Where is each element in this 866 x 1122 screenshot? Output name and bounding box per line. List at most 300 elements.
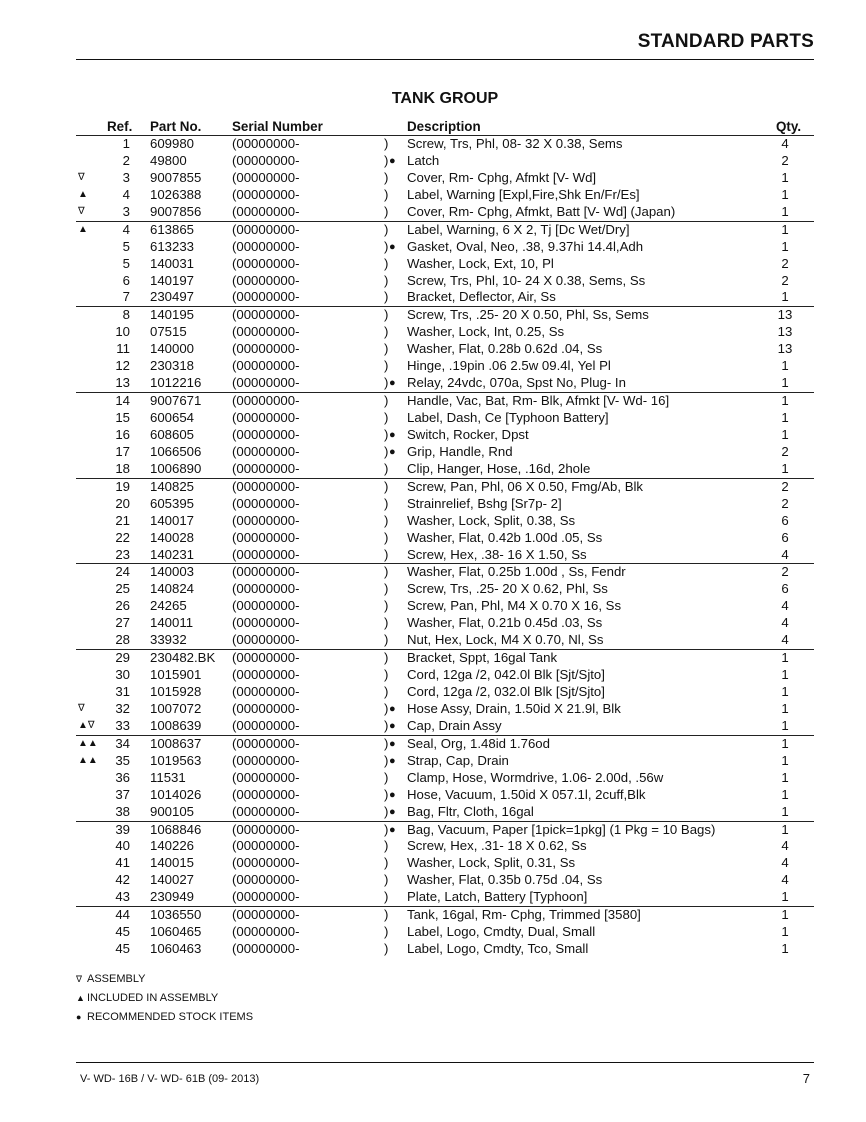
part-number: 230482.BK — [150, 650, 216, 666]
table-row — [76, 392, 814, 410]
stock-item-icon: ● — [389, 702, 396, 715]
column-header-description: Description — [407, 119, 481, 134]
ref-number: 42 — [115, 872, 130, 888]
serial-close-paren: ) — [384, 460, 389, 476]
quantity: 2 — [781, 152, 789, 168]
table-header-row — [76, 118, 814, 136]
part-number: 609980 — [150, 136, 195, 151]
quantity: 6 — [781, 529, 789, 545]
ref-number: 5 — [122, 255, 130, 271]
parts-table — [76, 118, 814, 958]
part-number: 140015 — [150, 855, 195, 871]
ref-number: 29 — [115, 650, 130, 666]
description: Screw, Hex, .38- 16 X 1.50, Ss — [407, 546, 587, 562]
quantity: 1 — [781, 924, 789, 940]
part-number: 1008637 — [150, 735, 202, 751]
serial-number: (00000000- — [232, 495, 300, 511]
stock-item-icon: ● — [389, 428, 396, 441]
serial-close-paren: ) — [384, 289, 389, 305]
ref-number: 13 — [115, 375, 130, 391]
description: Bracket, Deflector, Air, Ss — [407, 289, 556, 305]
footer-model: V- WD- 16B / V- WD- 61B (09- 2013) — [80, 1073, 260, 1085]
serial-close-paren: ) — [384, 393, 389, 409]
table-row — [76, 598, 814, 615]
serial-number: (00000000- — [232, 941, 300, 957]
description: Screw, Trs, Phl, 08- 32 X 0.38, Sems — [407, 136, 623, 151]
serial-number: (00000000- — [232, 324, 300, 340]
description: Grip, Handle, Rnd — [407, 443, 513, 459]
description: Hose Assy, Drain, 1.50id X 21.9l, Blk — [407, 700, 621, 716]
quantity: 4 — [781, 855, 789, 871]
quantity: 1 — [781, 803, 789, 819]
table-row — [76, 273, 814, 290]
table-row — [76, 770, 814, 787]
description: Latch — [407, 152, 440, 168]
serial-number: (00000000- — [232, 735, 300, 751]
table-row — [76, 427, 814, 444]
serial-close-paren: ) — [384, 341, 389, 357]
serial-close-paren: ) — [384, 495, 389, 511]
table-row — [76, 204, 814, 221]
description: Switch, Rocker, Dpst — [407, 426, 529, 442]
serial-close-paren: ) — [384, 410, 389, 425]
serial-close-paren: ) — [384, 838, 389, 854]
table-row — [76, 461, 814, 478]
ref-number: 26 — [115, 598, 130, 614]
stock-item-icon: ● — [389, 445, 396, 458]
serial-close-paren: ) — [384, 684, 389, 699]
serial-number: (00000000- — [232, 358, 300, 374]
page-header-title: STANDARD PARTS — [637, 31, 814, 52]
quantity: 4 — [781, 838, 789, 854]
description: Screw, Hex, .31- 18 X 0.62, Ss — [407, 838, 587, 854]
assembly-symbol-icon: ∇ — [76, 974, 83, 984]
serial-close-paren: ) — [384, 478, 389, 494]
part-number: 1068846 — [150, 821, 202, 837]
serial-number: (00000000- — [232, 221, 300, 237]
serial-number: (00000000- — [232, 821, 300, 837]
part-number: 1019563 — [150, 752, 202, 768]
part-number: 140011 — [150, 615, 194, 631]
legend-item-assembly — [76, 970, 253, 989]
description: Hinge, .19pin .06 2.5w 09.4l, Yel Pl — [407, 358, 611, 374]
row-marker-icon: ▲▲ — [78, 754, 98, 766]
quantity: 2 — [781, 478, 789, 494]
part-number: 1015901 — [150, 667, 202, 683]
serial-number: (00000000- — [232, 272, 300, 288]
serial-close-paren: ) — [384, 855, 389, 871]
table-row — [76, 513, 814, 530]
serial-close-paren: ) — [384, 615, 389, 631]
ref-number: 1 — [122, 136, 130, 151]
serial-number: (00000000- — [232, 803, 300, 819]
serial-close-paren: ) — [384, 324, 389, 340]
quantity: 13 — [777, 324, 793, 340]
legend-item-recommended — [76, 1008, 253, 1027]
quantity: 1 — [781, 907, 789, 923]
part-number: 1012216 — [150, 375, 202, 391]
part-number: 140824 — [150, 581, 195, 597]
quantity: 1 — [781, 700, 789, 716]
table-row — [76, 838, 814, 855]
quantity: 13 — [777, 307, 793, 323]
ref-number: 14 — [115, 393, 130, 409]
ref-number: 23 — [115, 546, 130, 562]
quantity: 1 — [781, 289, 789, 305]
part-number: 900105 — [150, 803, 195, 819]
quantity: 1 — [781, 717, 789, 733]
quantity: 1 — [781, 358, 789, 374]
ref-number: 8 — [122, 307, 130, 323]
ref-number: 18 — [115, 460, 130, 476]
serial-close-paren: ) — [384, 186, 389, 202]
part-number: 608605 — [150, 426, 195, 442]
serial-number: (00000000- — [232, 855, 300, 871]
legend-text: RECOMMENDED STOCK ITEMS — [87, 1011, 254, 1023]
row-marker-icon: ▲ — [78, 223, 88, 235]
serial-number: (00000000- — [232, 684, 300, 699]
serial-number: (00000000- — [232, 907, 300, 923]
serial-close-paren: ) — [384, 700, 389, 716]
serial-close-paren: ) — [384, 889, 389, 905]
quantity: 4 — [781, 632, 789, 648]
quantity: 1 — [781, 460, 789, 476]
serial-number: (00000000- — [232, 924, 300, 940]
description: Strainrelief, Bshg [Sr7p- 2] — [407, 495, 562, 511]
description: Cover, Rm- Cphg, Afmkt [V- Wd] — [407, 169, 597, 185]
stock-item-icon: ● — [389, 805, 396, 818]
table-row — [76, 821, 814, 839]
part-number: 140017 — [150, 512, 195, 528]
table-row — [76, 718, 814, 735]
ref-number: 16 — [115, 426, 130, 442]
serial-number: (00000000- — [232, 410, 300, 425]
part-number: 07515 — [150, 324, 187, 340]
serial-number: (00000000- — [232, 581, 300, 597]
serial-close-paren: ) — [384, 872, 389, 888]
serial-close-paren: ) — [384, 786, 389, 802]
row-marker-icon: ∇ — [78, 702, 85, 714]
page-number: 7 — [802, 1071, 810, 1086]
quantity: 1 — [781, 889, 789, 905]
quantity: 13 — [777, 341, 793, 357]
part-number: 605395 — [150, 495, 195, 511]
part-number: 613865 — [150, 221, 195, 237]
serial-number: (00000000- — [232, 136, 300, 151]
description: Screw, Trs, Phl, 10- 24 X 0.38, Sems, Ss — [407, 272, 646, 288]
serial-close-paren: ) — [384, 238, 389, 254]
table-row — [76, 753, 814, 770]
ref-number: 30 — [115, 667, 130, 683]
quantity: 2 — [781, 255, 789, 271]
quantity: 1 — [781, 203, 789, 219]
description: Washer, Flat, 0.28b 0.62d .04, Ss — [407, 341, 603, 357]
part-number: 140231 — [150, 546, 195, 562]
serial-close-paren: ) — [384, 307, 389, 323]
quantity: 2 — [781, 272, 789, 288]
description: Washer, Lock, Split, 0.31, Ss — [407, 855, 576, 871]
ref-number: 21 — [115, 512, 130, 528]
stock-item-icon: ● — [389, 240, 396, 253]
description: Cap, Drain Assy — [407, 717, 502, 733]
part-number: 140195 — [150, 307, 195, 323]
part-number: 140003 — [150, 564, 195, 580]
legend-item-included — [76, 989, 253, 1008]
table-row — [76, 547, 814, 564]
ref-number: 12 — [115, 358, 130, 374]
quantity: 4 — [781, 598, 789, 614]
serial-close-paren: ) — [384, 375, 389, 391]
part-number: 1008639 — [150, 717, 202, 733]
part-number: 1066506 — [150, 443, 202, 459]
quantity: 1 — [781, 393, 789, 409]
description: Bag, Fltr, Cloth, 16gal — [407, 803, 534, 819]
ref-number: 5 — [122, 238, 130, 254]
ref-number: 20 — [115, 495, 130, 511]
row-marker-icon: ▲∇ — [78, 719, 95, 731]
ref-number: 2 — [122, 152, 130, 168]
description: Nut, Hex, Lock, M4 X 0.70, Nl, Ss — [407, 632, 604, 648]
table-row — [76, 239, 814, 256]
part-number: 613233 — [150, 238, 195, 254]
description: Washer, Flat, 0.42b 1.00d .05, Ss — [407, 529, 603, 545]
row-marker-icon: ∇ — [78, 171, 85, 183]
serial-number: (00000000- — [232, 186, 300, 202]
description: Label, Logo, Cmdty, Tco, Small — [407, 941, 589, 957]
serial-close-paren: ) — [384, 169, 389, 185]
ref-number: 32 — [115, 700, 130, 716]
description: Washer, Lock, Split, 0.38, Ss — [407, 512, 576, 528]
quantity: 1 — [781, 684, 789, 699]
description: Washer, Lock, Ext, 10, Pl — [407, 255, 554, 271]
ref-number: 10 — [115, 324, 130, 340]
description: Label, Dash, Ce [Typhoon Battery] — [407, 410, 609, 425]
header-divider — [76, 59, 814, 60]
row-marker-icon: ∇ — [78, 205, 85, 217]
serial-close-paren: ) — [384, 907, 389, 923]
quantity: 6 — [781, 512, 789, 528]
description: Gasket, Oval, Neo, .38, 9.37hi 14.4l,Adh — [407, 238, 644, 254]
serial-number: (00000000- — [232, 152, 300, 168]
quantity: 4 — [781, 872, 789, 888]
ref-number: 44 — [115, 907, 130, 923]
description: Bag, Vacuum, Paper [1pick=1pkg] (1 Pkg = 10 Bags) — [407, 821, 716, 837]
column-header-part-no: Part No. — [150, 119, 202, 134]
serial-close-paren: ) — [384, 443, 389, 459]
part-number: 1006890 — [150, 460, 202, 476]
serial-close-paren: ) — [384, 136, 389, 151]
serial-number: (00000000- — [232, 289, 300, 305]
quantity: 2 — [781, 443, 789, 459]
description: Plate, Latch, Battery [Typhoon] — [407, 889, 588, 905]
table-row — [76, 855, 814, 872]
serial-number: (00000000- — [232, 443, 300, 459]
description: Tank, 16gal, Rm- Cphg, Trimmed [3580] — [407, 907, 641, 923]
stock-item-icon: ● — [389, 788, 396, 801]
table-row — [76, 632, 814, 649]
part-number: 140028 — [150, 529, 195, 545]
serial-number: (00000000- — [232, 838, 300, 854]
description: Screw, Pan, Phl, M4 X 0.70 X 16, Ss — [407, 598, 622, 614]
ref-number: 3 — [122, 169, 130, 185]
table-row — [76, 256, 814, 273]
serial-number: (00000000- — [232, 717, 300, 733]
ref-number: 11 — [116, 341, 130, 357]
quantity: 1 — [781, 786, 789, 802]
quantity: 1 — [781, 426, 789, 442]
part-number: 230497 — [150, 289, 195, 305]
description: Label, Warning [Expl,Fire,Shk En/Fr/Es] — [407, 186, 640, 202]
ref-number: 19 — [115, 478, 130, 494]
serial-number: (00000000- — [232, 203, 300, 219]
stock-item-icon: ● — [389, 154, 396, 167]
table-row — [76, 735, 814, 753]
serial-number: (00000000- — [232, 872, 300, 888]
column-header-qty: Qty. — [776, 119, 802, 134]
description: Handle, Vac, Bat, Rm- Blk, Afmkt [V- Wd- 16] — [407, 393, 670, 409]
ref-number: 4 — [122, 186, 130, 202]
description: Washer, Flat, 0.21b 0.45d .03, Ss — [407, 615, 603, 631]
ref-number: 33 — [115, 717, 130, 733]
serial-number: (00000000- — [232, 478, 300, 494]
ref-number: 25 — [115, 581, 130, 597]
stock-item-icon: ● — [389, 754, 396, 767]
ref-number: 36 — [115, 769, 130, 785]
table-row — [76, 615, 814, 632]
part-number: 1060463 — [150, 941, 202, 957]
table-row — [76, 306, 814, 324]
description: Screw, Pan, Phl, 06 X 0.50, Fmg/Ab, Blk — [407, 478, 644, 494]
part-number: 1007072 — [150, 700, 202, 716]
part-number: 1060465 — [150, 924, 202, 940]
part-number: 9007855 — [150, 169, 202, 185]
serial-close-paren: ) — [384, 769, 389, 785]
serial-number: (00000000- — [232, 546, 300, 562]
table-row — [76, 941, 814, 958]
serial-close-paren: ) — [384, 735, 389, 751]
quantity: 1 — [781, 735, 789, 751]
ref-number: 3 — [122, 203, 130, 219]
serial-close-paren: ) — [384, 598, 389, 614]
part-number: 1036550 — [150, 907, 202, 923]
serial-close-paren: ) — [384, 426, 389, 442]
table-row — [76, 563, 814, 581]
serial-close-paren: ) — [384, 650, 389, 666]
ref-number: 7 — [122, 289, 130, 305]
quantity: 1 — [781, 821, 789, 837]
table-row — [76, 324, 814, 341]
quantity: 1 — [781, 941, 789, 957]
section-title: TANK GROUP — [391, 90, 499, 107]
serial-number: (00000000- — [232, 752, 300, 768]
table-row — [76, 649, 814, 667]
description: Bracket, Sppt, 16gal Tank — [407, 650, 558, 666]
serial-close-paren: ) — [384, 152, 389, 168]
ref-number: 27 — [115, 615, 130, 631]
table-row — [76, 136, 814, 153]
footer-divider — [76, 1062, 814, 1063]
serial-number: (00000000- — [232, 700, 300, 716]
description: Label, Warning, 6 X 2, Tj [Dc Wet/Dry] — [407, 221, 630, 237]
ref-number: 45 — [115, 924, 130, 940]
serial-close-paren: ) — [384, 581, 389, 597]
serial-close-paren: ) — [384, 255, 389, 271]
part-number: 230949 — [150, 889, 195, 905]
description: Clip, Hanger, Hose, .16d, 2hole — [407, 460, 591, 476]
description: Cord, 12ga /2, 042.0l Blk [Sjt/Sjto] — [407, 667, 605, 683]
quantity: 2 — [781, 495, 789, 511]
serial-number: (00000000- — [232, 632, 300, 648]
serial-close-paren: ) — [384, 203, 389, 219]
part-number: 600654 — [150, 410, 195, 425]
stock-item-icon: ● — [389, 737, 396, 750]
quantity: 1 — [781, 650, 789, 666]
ref-number: 28 — [115, 632, 130, 648]
serial-close-paren: ) — [384, 924, 389, 940]
quantity: 1 — [781, 169, 789, 185]
ref-number: 40 — [115, 838, 130, 854]
table-body — [76, 136, 814, 958]
stock-item-icon: ● — [389, 377, 396, 390]
serial-number: (00000000- — [232, 598, 300, 614]
column-header-serial-number: Serial Number — [232, 119, 323, 134]
ref-number: 37 — [115, 786, 130, 802]
description: Screw, Trs, .25- 20 X 0.62, Phl, Ss — [407, 581, 608, 597]
quantity: 6 — [781, 581, 789, 597]
included-symbol-icon: ▲ — [76, 993, 85, 1003]
part-number: 140825 — [150, 478, 195, 494]
quantity: 1 — [781, 238, 789, 254]
table-row — [76, 684, 814, 701]
ref-number: 38 — [115, 803, 130, 819]
serial-close-paren: ) — [384, 546, 389, 562]
ref-number: 45 — [115, 941, 130, 957]
serial-number: (00000000- — [232, 529, 300, 545]
table-row — [76, 444, 814, 461]
description: Washer, Lock, Int, 0.25, Ss — [407, 324, 565, 340]
description: Label, Logo, Cmdty, Dual, Small — [407, 924, 596, 940]
serial-number: (00000000- — [232, 255, 300, 271]
legend-text: ASSEMBLY — [87, 973, 146, 985]
ref-number: 24 — [115, 564, 130, 580]
part-number: 11531 — [150, 769, 186, 785]
table-row — [76, 375, 814, 392]
serial-close-paren: ) — [384, 717, 389, 733]
table-row — [76, 410, 814, 427]
part-number: 9007671 — [150, 393, 202, 409]
part-number: 140197 — [150, 272, 195, 288]
serial-close-paren: ) — [384, 221, 389, 237]
quantity: 4 — [781, 136, 789, 151]
table-row — [76, 341, 814, 358]
part-number: 230318 — [150, 358, 195, 374]
stock-item-icon: ● — [389, 823, 396, 836]
serial-close-paren: ) — [384, 821, 389, 837]
recommended-symbol-icon: ● — [76, 1012, 82, 1022]
serial-number: (00000000- — [232, 564, 300, 580]
column-header-ref: Ref. — [107, 119, 133, 134]
part-number: 140226 — [150, 838, 195, 854]
quantity: 1 — [781, 186, 789, 202]
quantity: 1 — [781, 769, 789, 785]
part-number: 1015928 — [150, 684, 202, 699]
row-marker-icon: ▲▲ — [78, 737, 98, 749]
serial-number: (00000000- — [232, 650, 300, 666]
legend-text: INCLUDED IN ASSEMBLY — [87, 992, 219, 1004]
quantity: 4 — [781, 546, 789, 562]
serial-number: (00000000- — [232, 307, 300, 323]
serial-number: (00000000- — [232, 169, 300, 185]
